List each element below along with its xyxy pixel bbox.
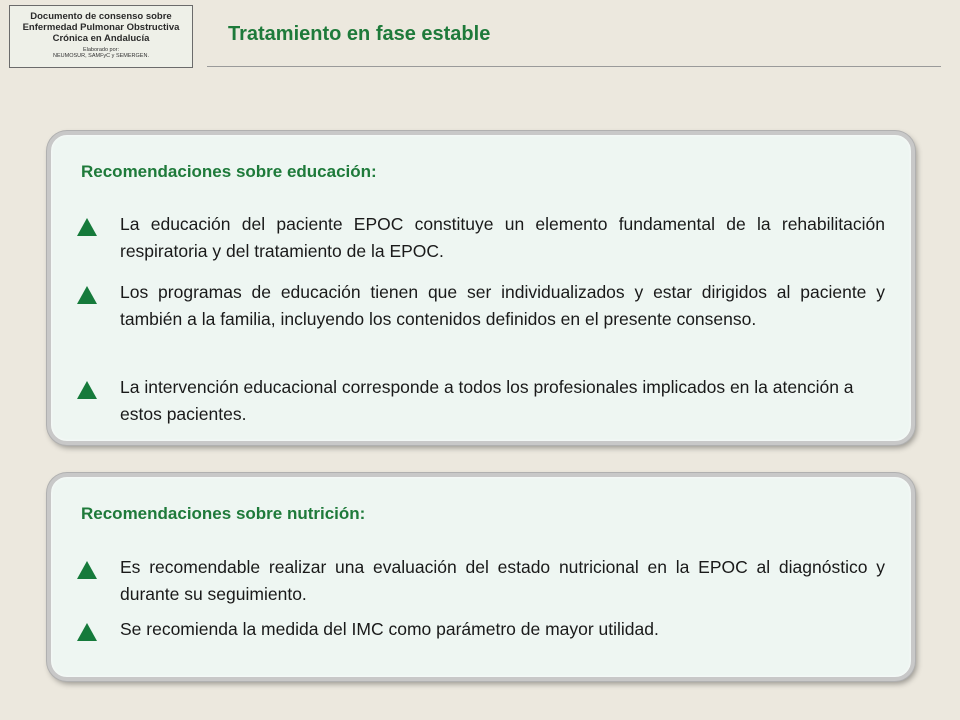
education-item-3: La intervención educacional corresponde a todos los profesionales implicados en la atención a estos pacientes. [120, 377, 854, 424]
education-panel [47, 131, 915, 445]
triangle-up-icon [77, 381, 97, 399]
triangle-up-icon [77, 286, 97, 304]
nutrition-item-1: Es recomendable realizar una evaluación del estado nutricional en la EPOC al diagnóstico y durante su seguimiento. [120, 557, 885, 604]
logo-authors: NEUMOSUR, SAMFyC y SEMERGEN. [53, 53, 149, 59]
education-item-1: La educación del paciente EPOC constituye un elemento fundamental de la rehabilitación respiratoria y del tratamiento de la EPOC. [120, 214, 885, 261]
nutrition-item-2: Se recomienda la medida del IMC como parámetro de mayor utilidad. [120, 619, 659, 639]
triangle-up-icon [77, 561, 97, 579]
logo-line-2: Enfermedad Pulmonar Obstructiva [22, 22, 180, 33]
logo-line-1: Documento de consenso sobre [30, 11, 172, 22]
triangle-up-icon [77, 623, 97, 641]
page-title: Tratamiento en fase estable [228, 23, 491, 45]
education-heading: Recomendaciones sobre educación: [81, 162, 377, 181]
triangle-up-icon [77, 218, 97, 236]
logo-line-3: Crónica en Andalucía [52, 33, 150, 44]
nutrition-heading: Recomendaciones sobre nutrición: [81, 504, 366, 523]
education-item-2: Los programas de educación tienen que ser individualizados y estar dirigidos al paciente y también a la familia, incluyendo los contenidos definidos en el presente consenso. [120, 282, 885, 329]
logo-author-label: Elaborado por: [82, 47, 120, 53]
nutrition-panel [47, 473, 915, 681]
consensus-logo [9, 5, 193, 68]
title-divider [207, 66, 941, 67]
